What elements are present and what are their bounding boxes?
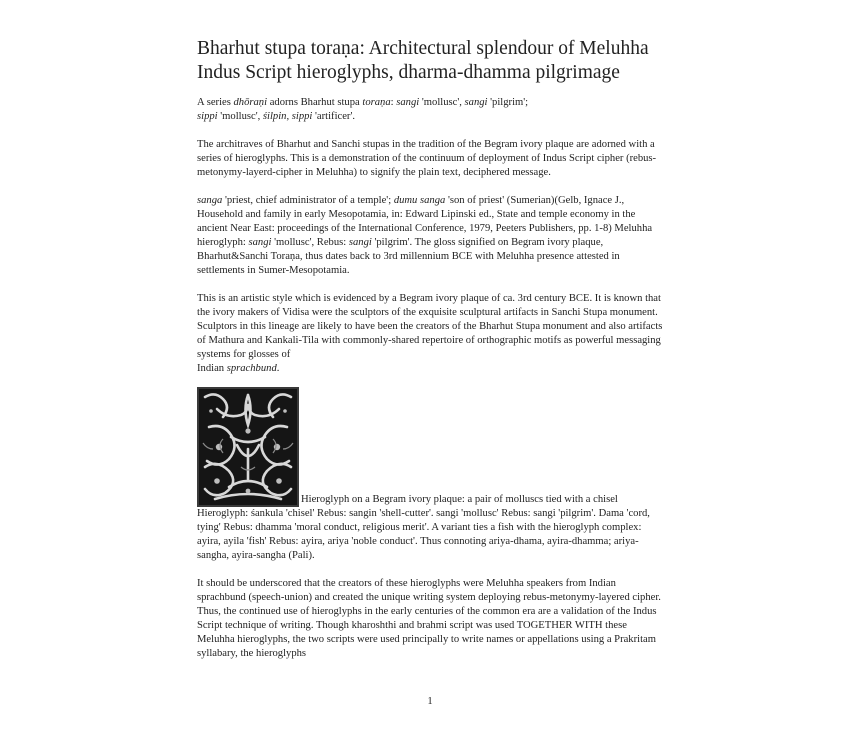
page-number: 1 [427,696,433,707]
intro-text: adorns Bharhut stupa [267,97,363,108]
underscored-paragraph: It should be underscored that the creators of these hieroglyphs were Meluhha speakers from Indian sprachbund (speech-union) and created the unique writing system deploying rebus-metonymy-layered cipher. Thus, the continued use of hieroglyphs in the early centuries of the common era are a validation of the Indus Script technique of writing. Though kharoshthi and brahmi script was used TOGETHER WITH these Meluhha hieroglyphs, the two scripts were used principally to write names or appellations using a Prakritam syllabary, the hieroglyphs [197,578,661,659]
figure-caption: Hieroglyph on a Begram ivory plaque: a pair of molluscs tied with a chisel Hieroglyph: śankula 'chisel' Rebus: sangin 'shell-cutter'. sangi 'mollusc' Rebus: sangi 'pilgrim'. Dama 'cord, tying' Rebus: dhamma 'moral conduct, religious merit'. A variant ties a fish with the hieroglyph complex: ayira, ayila 'fish' Rebus: ayira, ariya 'noble conduct'. Thus connoting ariya-dhama, ayira-dhamma; ariya-sangha, ayira-sangha (Pali). [197,494,650,561]
paragraph-text: 'pilgrim'. The gloss signified on Begram ivory plaque, Bharhut&Sanchi Toraṇa, thus dates back to 3rd millennium BCE with Meluhha presence attested in settlements in Sumer-Mesopotamia. [197,237,620,276]
intro-text: 'pilgrim'; [487,97,529,108]
sanga-paragraph [197,194,667,278]
italic-term: sanga [197,195,223,206]
paragraph-text: 'priest, chief administrator of a temple'; [222,195,394,206]
paragraph-text: 'son of priest' (Sumerian)(Gelb, Ignace J., Household and family in early Mesopotamia, in: Edward Lipinski ed., State and temple economy in the ancient Near East: proceedings of the International Conference, 1979, Peeters Publishers, pp. 1-8) Meluhha hieroglyph: [197,195,653,248]
paragraph-text: This is an artistic style which is evidenced by a Begram ivory plaque of ca. 3rd century BCE. It is known that the ivory makers of Vidisa were the sculptors of the exquisite sculptural artifacts in Sanchi Stupa monument. Sculptors in this lineage are likely to have been the creators of the Bharhut Stupa monument and also artifacts of Mathura and Kankali-Tila with commonly-shared repertoire of orthographic motifs as powerful messaging systems for glosses of [197,293,663,360]
intro-text: 'mollusc', [419,97,465,108]
intro-italic-term: dhōraṇi [233,97,268,108]
paragraph-text: Indian [197,363,227,374]
figure-with-caption [197,387,667,563]
paragraph-text: 'mollusc', Rebus: [271,237,349,248]
intro-text: : [390,97,397,108]
architraves-paragraph: The architraves of Bharhut and Sanchi stupas in the tradition of the Begram ivory plaque are adorned with a series of hieroglyphs. This is a demonstration of the continuum of deployment of Indus Script cipher (rebus-metonymy-layerd-cipher in Meluhha) to signify the plain text, deciphered message. [197,139,657,178]
italic-term: dumu sanga [393,195,446,206]
intro-italic-term: śilpin, sippi [262,111,313,122]
document-title: Bharhut stupa toraṇa: Architectural splendour of Meluhha Indus Script hieroglyphs, dharma-dhamma pilgrimage [197,38,649,83]
paragraph-text: . [276,363,280,374]
intro-text: 'mollusc', [217,111,263,122]
italic-term: sangi [348,237,372,248]
italic-term: sangi [248,237,272,248]
intro-paragraph [197,96,667,124]
intro-italic-term: sangi [396,97,420,108]
italic-term: sprachbund [226,363,277,374]
intro-italic-term: toraṇa [362,97,391,108]
intro-text: 'artificer'. [312,111,356,122]
intro-italic-term: sippi [197,111,218,122]
document-body [197,37,667,661]
intro-text: A series [197,97,234,108]
begram-ivory-plaque-image [197,387,299,507]
artistic-style-paragraph [197,292,667,376]
intro-italic-term: sangi [464,97,488,108]
